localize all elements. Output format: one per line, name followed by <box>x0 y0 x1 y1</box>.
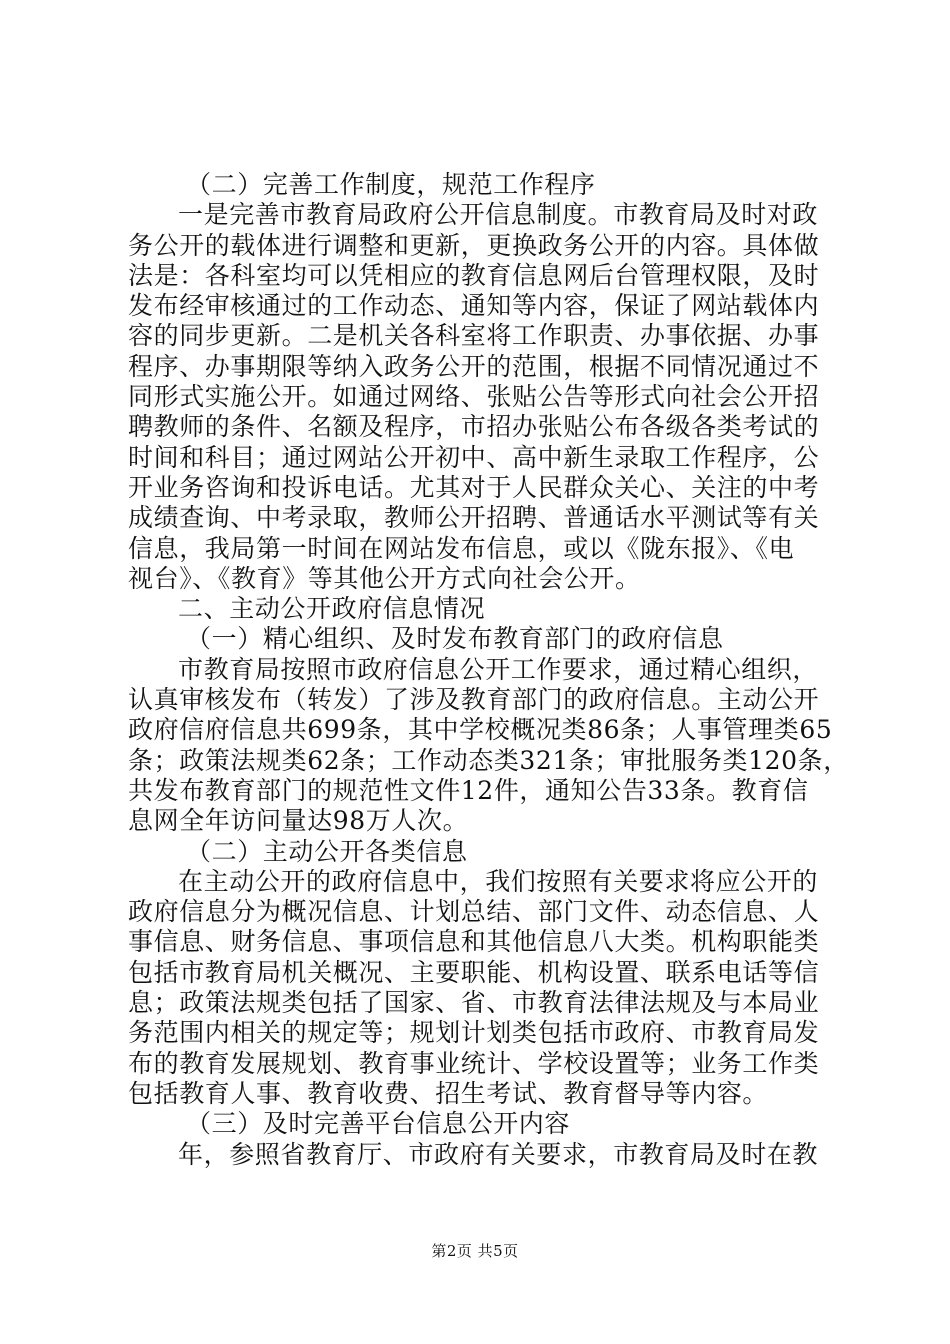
text-line: 程序、办事期限等纳入政务公开的范围，根据不同情况通过不 <box>128 351 820 381</box>
text-line: （三）及时完善平台信息公开内容 <box>186 1109 571 1139</box>
text-line: 务范围内相关的规定等；规划计划类包括市政府、市教育局发 <box>128 1018 820 1048</box>
text-line: 年，参照省教育厅、市政府有关要求，市教育局及时在教 <box>178 1139 819 1169</box>
text-line: 同形式实施公开。如通过网络、张贴公告等形式向社会公开招 <box>128 382 820 412</box>
text-line: 一是完善市教育局政府公开信息制度。市教育局及时对政 <box>178 200 819 230</box>
text-line: （二）完善工作制度，规范工作程序 <box>186 170 596 199</box>
text-line: 时间和科目；通过网站公开初中、高中新生录取工作程序，公 <box>128 442 820 472</box>
text-line: 务公开的载体进行调整和更新，更换政务公开的内容。具体做 <box>128 230 820 260</box>
text-line: 视台》、《教育》等其他公开方式向社会公开。 <box>128 563 641 593</box>
text-line: 成绩查询、中考录取，教师公开招聘、普通话水平测试等有关 <box>128 503 820 533</box>
text-line: 信息，我局第一时间在网站发布信息，或以《陇东报》、《电 <box>128 533 795 563</box>
text-line: （二）主动公开各类信息 <box>186 836 468 866</box>
text-line: 布的教育发展规划、教育事业统计、学校设置等；业务工作类 <box>128 1048 820 1078</box>
document-body <box>128 170 849 1170</box>
text-line: 市教育局按照市政府信息公开工作要求，通过精心组织， <box>178 654 819 684</box>
text-line: 共发布教育部门的规范性文件12件，通知公告33条。教育信 <box>128 775 809 805</box>
text-line: 开业务咨询和投诉电话。尤其对于人民群众关心、关注的中考 <box>128 472 820 502</box>
text-line: 法是：各科室均可以凭相应的教育信息网后台管理权限，及时 <box>128 260 820 290</box>
text-line: 二、主动公开政府信息情况 <box>178 594 486 624</box>
text-line: 发布经审核通过的工作动态、通知等内容，保证了网站载体内 <box>128 291 820 321</box>
text-line: 事信息、财务信息、事项信息和其他信息八大类。机构职能类 <box>128 927 820 957</box>
text-line: （一）精心组织、及时发布教育部门的政府信息 <box>186 624 724 654</box>
text-line: 条；政策法规类62条；工作动态类321条；审批服务类120条， <box>128 745 849 775</box>
text-line: 容的同步更新。二是机关各科室将工作职责、办事依据、办事 <box>128 321 820 351</box>
text-line: 政府信息分为概况信息、计划总结、部门文件、动态信息、人 <box>128 897 820 927</box>
text-line: 息网全年访问量达98万人次。 <box>128 806 469 836</box>
text-line: 在主动公开的政府信息中，我们按照有关要求将应公开的 <box>178 866 819 896</box>
text-line: 政府信府信息共699条，其中学校概况类86条；人事管理类65 <box>128 715 833 745</box>
text-line: 聘教师的条件、名额及程序，市招办张贴公布各级各类考试的 <box>128 412 820 442</box>
text-line: 息；政策法规类包括了国家、省、市教育法律法规及与本局业 <box>128 988 820 1018</box>
text-line: 认真审核发布（转发）了涉及教育部门的政府信息。主动公开 <box>128 685 820 715</box>
text-line: 包括市教育局机关概况、主要职能、机构设置、联系电话等信 <box>128 957 820 987</box>
text-line: 包括教育人事、教育收费、招生考试、教育督导等内容。 <box>128 1078 769 1108</box>
page-footer: 第2页 共5页 <box>431 1242 519 1260</box>
